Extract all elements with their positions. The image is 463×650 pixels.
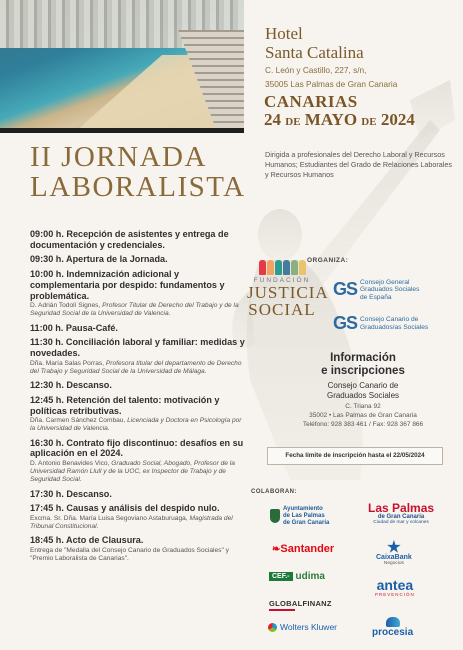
- cef-udima-logo: CEF.- udima: [269, 571, 325, 582]
- person-figure: [299, 260, 306, 275]
- person-figure: [267, 260, 274, 275]
- agenda-item-speaker: Dña. Carmen Sánchez Combau, Licenciada y Doctora en Psicología por la Universidad de Valencia.: [30, 417, 242, 433]
- person-figure: [259, 260, 266, 275]
- gs-icon: GS: [333, 313, 358, 333]
- photo-divider: [0, 128, 244, 133]
- agenda-item-title: 12:45 h. Retención del talento: motivación y políticas retributivas.: [30, 394, 220, 416]
- las-palmas-photo: [0, 0, 244, 128]
- agenda-item-speaker: Excma. Sr. Dña. María Luisa Segoviano Astaburuaga, Magistrada del Tribunal Constitucional.: [30, 515, 233, 531]
- gs-icon: GS: [333, 279, 358, 300]
- person-figure: [291, 260, 298, 275]
- hotel-name-line2: Santa Catalina: [265, 43, 364, 62]
- hotel-address-line1: C. León y Castillo, 227, s/n,: [265, 65, 367, 75]
- star-icon: [387, 540, 401, 554]
- title-line1: II JORNADA: [30, 141, 207, 173]
- agenda-item: [30, 438, 245, 485]
- info-block: [278, 352, 448, 429]
- agenda-item-speaker: Dña. María Salas Porras, Profesora titular del departamento de Derecho del Trabajo y Seguridad Social de la Universidad de Málaga.: [30, 359, 242, 375]
- event-date: [264, 93, 415, 132]
- people-icon: [247, 260, 317, 275]
- antea-logo: antea PREVENCIÓN: [375, 577, 415, 597]
- person-figure: [275, 260, 282, 275]
- agenda-item: [30, 535, 245, 563]
- las-palmas-logo: Las Palmas de Gran Canaria Ciudad de mar y volcanes: [368, 501, 435, 525]
- wk-icon: [268, 623, 277, 632]
- agenda-item-speaker: Entrega de "Medalla del Consejo Canario de Graduados Sociales" y "Premio Laboralista de Canarias".: [30, 547, 229, 563]
- title-line2: LABORALISTA: [30, 171, 246, 203]
- globalfinanz-logo: GLOBALFINANZ: [269, 599, 332, 608]
- caixabank-logo: CaixaBank Negocios: [376, 540, 412, 566]
- agenda-item: [30, 229, 245, 250]
- agenda-item-title: 11:00 h. Pausa-Café.: [30, 322, 118, 333]
- agenda-item: [30, 254, 245, 265]
- hotel-address-line2: 35005 Las Palmas de Gran Canaria: [265, 79, 398, 89]
- agenda-item-title: 17:30 h. Descanso.: [30, 488, 112, 499]
- agenda-item-title: 09:30 h. Apertura de la Jornada.: [30, 254, 168, 265]
- info-heading-line1: Información: [330, 352, 396, 364]
- santander-logo: ❧Santander: [272, 543, 335, 555]
- agenda-item-title: 12:30 h. Descanso.: [30, 380, 112, 391]
- procesia-icon: [386, 617, 400, 627]
- agenda-item: [30, 503, 245, 531]
- info-heading-line2: e inscripciones: [321, 365, 405, 377]
- agenda-item: [30, 323, 245, 334]
- venue-block: [265, 24, 397, 90]
- audience-text: Dirigida a profesionales del Derecho Laboral y Recursos Humanos; Estudiantes del Grado de Relaciones Laborales y Recursos Humanos: [265, 150, 452, 179]
- agenda-item: [30, 337, 245, 376]
- agenda-item: [30, 395, 245, 434]
- agenda-item: [30, 489, 245, 500]
- hotel-name-line1: Hotel: [265, 24, 303, 43]
- agenda-item-title: 11:30 h. Conciliación laboral y familiar: medidas y novedades.: [30, 337, 245, 359]
- agenda-item-speaker: D. Adrián Todolí Signes, Profesor Titular de Derecho del Trabajo y de la Seguridad Social de la Universidad de Valencia.: [30, 302, 239, 318]
- consejo-general-logo: GS Consejo General Graduados Sociales de España: [333, 279, 420, 301]
- agenda-item-title: 18:45 h. Acto de Clausura.: [30, 535, 144, 546]
- agenda-item-speaker: D. Antonio Benavides Vico, Graduado Social, Abogado, Profesor de la Universidad Ramón Llull y de la UOC, ex Inspector de Trabajo y de Seguridad Social.: [30, 460, 235, 484]
- agenda-list: [30, 229, 245, 568]
- fundacion-justicia-social-logo: FUNDACIÓN JUSTICIA SOCIAL: [247, 260, 317, 318]
- colaboran-label: COLABORAN:: [251, 489, 297, 495]
- agenda-item-title: 10:00 h. Indemnización adicional y complementaria por despido: fundamentos y problemática.: [30, 269, 225, 301]
- person-figure: [283, 260, 290, 275]
- wolters-kluwer-logo: Wolters Kluwer: [268, 622, 337, 632]
- info-org: Consejo Canario de Graduados Sociales: [326, 381, 400, 400]
- agenda-item: [30, 269, 245, 319]
- shield-icon: [270, 509, 280, 523]
- agenda-item-title: 09:00 h. Recepción de asistentes y entrega de documentación y credenciales.: [30, 229, 229, 250]
- procesia-logo: procesia: [372, 617, 413, 638]
- ayuntamiento-logo: Ayuntamiento de Las Palmas de Gran Canaria: [270, 506, 329, 526]
- event-place: CANARIAS: [264, 92, 358, 111]
- registration-deadline: Fecha límite de inscripción hasta el 22/05/2024: [267, 447, 443, 465]
- event-title: [30, 142, 246, 202]
- organiza-label: ORGANIZA:: [307, 257, 349, 264]
- event-date-line: 24 DE MAYO DE 2024: [264, 110, 415, 129]
- consejo-canario-logo: GS Consejo Canario de Graduados/as Sociales: [333, 313, 429, 333]
- info-contact: C. Triana 92 35002 • Las Palmas de Gran Canaria Teléfono: 928 383 461 / Fax: 928 367 866: [302, 403, 424, 428]
- agenda-item-title: 17:45 h. Causas y análisis del despido nulo.: [30, 503, 220, 514]
- agenda-item: [30, 380, 245, 391]
- agenda-item-title: 16:30 h. Contrato fijo discontinuo: desafíos en su aplicación en el 2024.: [30, 437, 244, 459]
